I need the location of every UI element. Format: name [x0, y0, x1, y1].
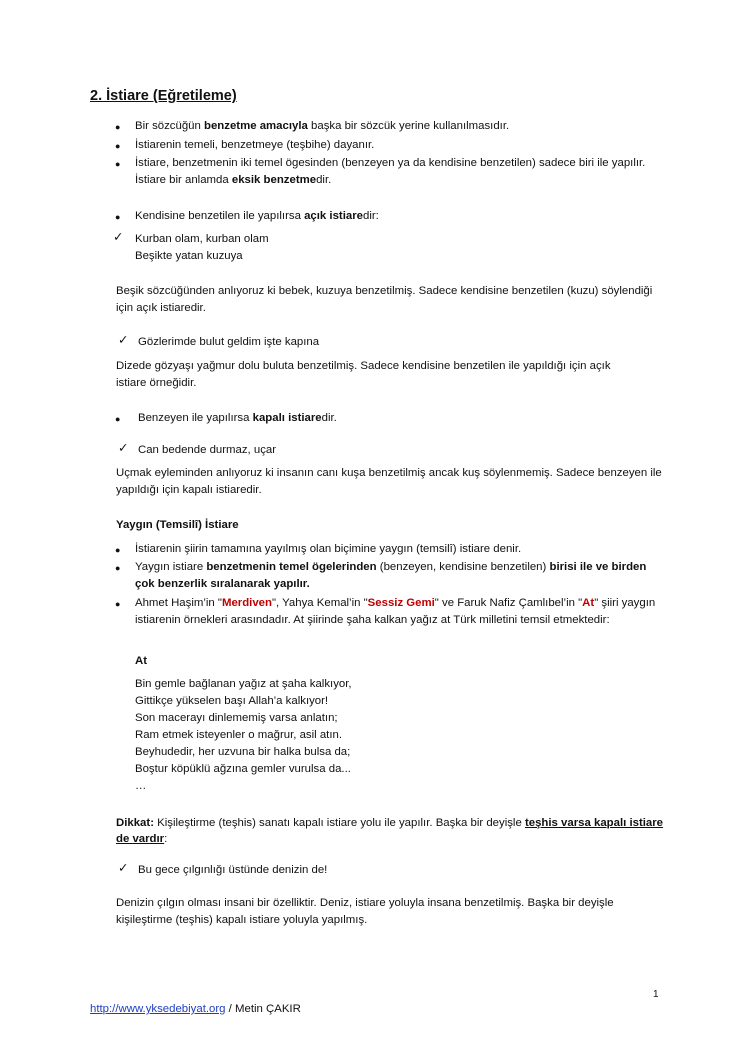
poem-line: … [135, 780, 147, 792]
intro-bullet-3-line1: İstiare, benzetmenin iki temel ögesinden (benzeyen ya da kendisine benzetilen) sadece biri ile yapılır. [135, 157, 646, 169]
intro-bullet-1 [135, 118, 509, 134]
explanation-4-line1: Denizin çılgın olması insani bir özelliktir. Deniz, istiare yoluyla insana benzetilmiş. Başka bir deyişle [116, 897, 614, 909]
text: başka bir sözcük yerine kullanılmasıdır. [307, 120, 510, 132]
poem-line: Bin gemle bağlanan yağız at şaha kalkıyor, [135, 678, 352, 690]
explanation-4-line2: kişileştirme (teşhis) kapalı istiare yoluyla yapılmış. [116, 914, 368, 926]
bold-text: birisi ile ve birden [549, 561, 647, 573]
footer-link[interactable]: http://www.yksedebiyat.org [90, 1003, 226, 1015]
text: ", Yahya Kemal’in " [271, 597, 368, 609]
text: " şiiri yaygın [594, 597, 656, 609]
bold-text: benzetme amacıyla [204, 120, 308, 132]
bullet-icon: ● [115, 141, 121, 151]
poem-name-red: Sessiz Gemi [367, 597, 435, 609]
bold-text: eksik benzetme [231, 174, 317, 186]
bullet-icon: ● [115, 159, 121, 169]
text: : [164, 833, 168, 845]
bullet-icon: ● [115, 563, 121, 573]
checkmark-icon: ✓ [113, 230, 124, 244]
text: Benzeyen ile yapılırsa [138, 412, 253, 424]
yaygin-bullet-2-line1 [135, 559, 646, 575]
checkmark-icon: ✓ [118, 333, 129, 347]
explanation-3-line2: yapıldığı için kapalı istiaredir. [116, 484, 262, 496]
intro-bullet-3-line2 [135, 172, 331, 188]
bold-text: kapalı istiare [252, 412, 322, 424]
section-title: 2. İstiare (Eğretileme) [90, 88, 237, 104]
bold-text: benzetmenin temel ögelerinden [206, 561, 377, 573]
intro-bullet-2: İstiarenin temeli, benzetmeye (teşbihe) dayanır. [135, 139, 375, 151]
text: dir. [321, 412, 337, 424]
poem-line: Ram etmek isteyenler o mağrur, asil atın. [135, 729, 343, 741]
text: dir: [362, 210, 379, 222]
text: Yaygın istiare [135, 561, 207, 573]
yaygin-bullet-3-line2: istiarenin örnekleri arasındadır. At şiirinde şaha kalkan yağız at Türk milletini temsil etmektedir: [135, 614, 610, 626]
text: İstiare bir anlamda [135, 174, 232, 186]
poem-title: At [135, 655, 148, 667]
bullet-icon: ● [115, 545, 121, 555]
bullet-icon: ● [115, 212, 121, 222]
kapali-bullet [138, 410, 337, 426]
example-3: Can bedende durmaz, uçar [138, 444, 277, 456]
bullet-icon: ● [115, 414, 121, 424]
example-4: Bu gece çılgınlığı üstünde denizin de! [138, 864, 328, 876]
bold-text: Dikkat: [116, 817, 154, 829]
checkmark-icon: ✓ [118, 861, 129, 875]
text: dir. [316, 174, 332, 186]
poem-line: Beyhudedir, her uzvuna bir halka bulsa da; [135, 746, 351, 758]
yaygin-bullet-3-line1 [135, 595, 655, 611]
explanation-1-line1: Beşik sözcüğünden anlıyoruz ki bebek, kuzuya benzetilmiş. Sadece kendisine benzetilen (kuzu) söylendiği [116, 285, 653, 297]
page-number: 1 [653, 989, 659, 1000]
acik-bullet [135, 208, 379, 224]
dikkat-line1 [116, 815, 663, 831]
text: Kendisine benzetilen ile yapılırsa [135, 210, 305, 222]
example-1-line2: Beşikte yatan kuzuya [135, 250, 243, 262]
bold-underlined-text: de vardır [116, 833, 165, 845]
text: Kişileştirme (teşhis) sanatı kapalı istiare yolu ile yapılır. Başka bir deyişle [153, 817, 525, 829]
poem-line: Boştur köpüklü ağzına gemler vurulsa da... [135, 763, 351, 775]
yaygin-heading: Yaygın (Temsilî) İstiare [116, 519, 239, 531]
footer [90, 1001, 301, 1017]
explanation-2-line2: istiare örneğidir. [116, 377, 197, 389]
bold-underlined-text: teşhis varsa kapalı istiare [524, 817, 664, 829]
text: (benzeyen, kendisine benzetilen) [376, 561, 550, 573]
text: " ve Faruk Nafiz Çamlıbel’in " [434, 597, 583, 609]
explanation-3-line1: Uçmak eyleminden anlıyoruz ki insanın canı kuşa benzetilmiş ancak kuş söylenmemiş. Sadece benzeyen ile [116, 467, 662, 479]
checkmark-icon: ✓ [118, 441, 129, 455]
poem-name-red: At [582, 597, 595, 609]
poem-line: Son macerayı dinlememiş varsa anlatın; [135, 712, 338, 724]
poem-name-red: Merdiven [221, 597, 272, 609]
bold-text: açık istiare [304, 210, 363, 222]
poem-line: Gittikçe yükselen başı Allah’a kalkıyor! [135, 695, 329, 707]
explanation-1-line2: için açık istiaredir. [116, 302, 206, 314]
yaygin-bullet-2-line2: çok benzerlik sıralanarak yapılır. [135, 578, 310, 590]
yaygin-bullet-1: İstiarenin şiirin tamamına yayılmış olan biçimine yaygın (temsilî) istiare denir. [135, 543, 522, 555]
text: Bir sözcüğün [135, 120, 205, 132]
text: Ahmet Haşim’in " [135, 597, 222, 609]
dikkat-line2 [116, 831, 167, 847]
footer-author: / Metin ÇAKIR [225, 1003, 301, 1015]
bullet-icon: ● [115, 122, 121, 132]
example-2: Gözlerimde bulut geldim işte kapına [138, 336, 320, 348]
example-1-line1: Kurban olam, kurban olam [135, 233, 269, 245]
explanation-2-line1: Dizede gözyaşı yağmur dolu buluta benzetilmiş. Sadece kendisine benzetilen ile yapıldığı için açık [116, 360, 611, 372]
bullet-icon: ● [115, 599, 121, 609]
